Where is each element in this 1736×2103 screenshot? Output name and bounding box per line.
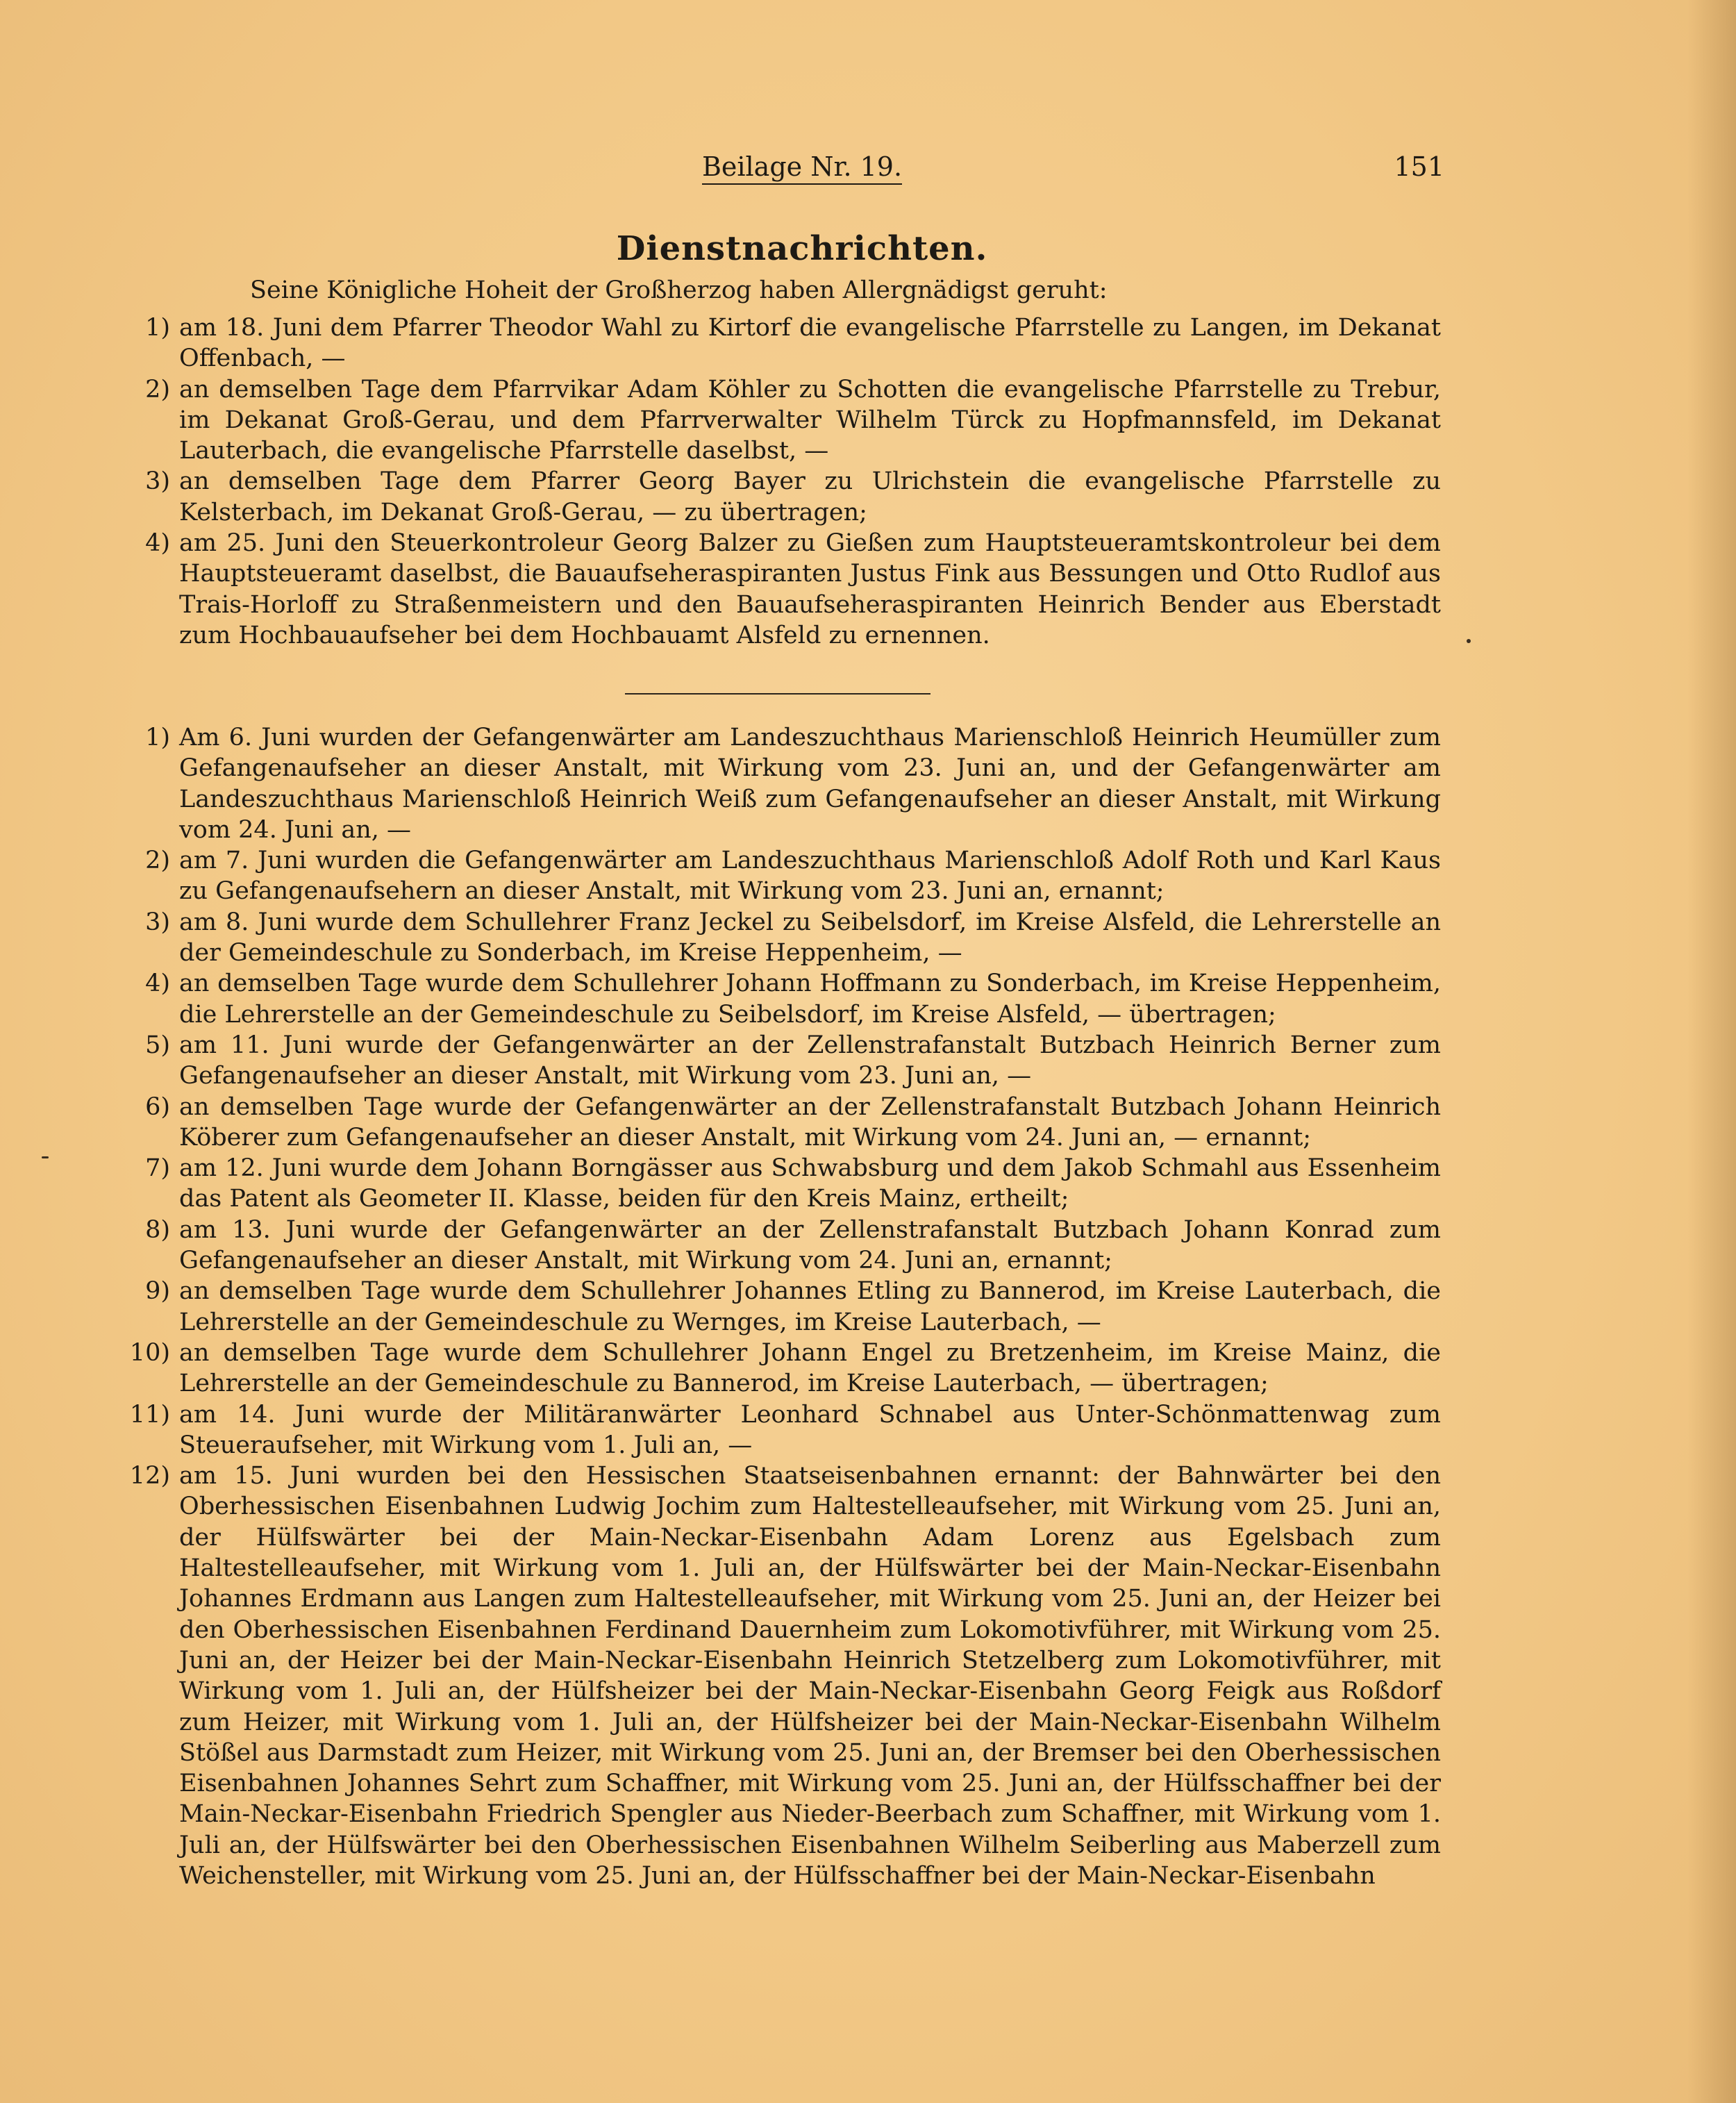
item-text: Am 6. Juni wurden der Gefangenwärter am Landeszuchthaus Marienschloß Heinrich Heumüller zum Gefangenaufseher an dieser Anstalt, mit Wirkung vom 23. Juni an, und der Gefangenwärter am Landeszuchthaus Marienschloß Heinrich Weiß zum Gefangenaufseher an dieser Anstalt, mit Wirkung vom 24. Juni an, — xyxy=(179,724,1441,844)
item-text: an demselben Tage wurde dem Schullehrer Johann Engel zu Bretzenheim, im Kreise Mainz, die Lehrerstelle an der Gemeindeschule zu Bannerod, im Kreise Lauterbach, — übertragen; xyxy=(179,1338,1441,1398)
list-item xyxy=(129,1338,1441,1399)
item-number: 9) xyxy=(145,1277,170,1306)
item-text: am 12. Juni wurde dem Johann Borngässer aus Schwabsburg und dem Jakob Schmahl aus Essenheim das Patent als Geometer II. Klasse, beiden für den Kreis Mainz, ertheilt; xyxy=(179,1154,1441,1213)
list-item xyxy=(135,1215,1441,1277)
list-item xyxy=(129,1399,1441,1461)
item-text: an demselben Tage dem Pfarrvikar Adam Köhler zu Schotten die evangelische Pfarrstelle zu Trebur, im Dekanat Groß-Gerau, und dem Pfarrverwalter Wilhelm Türck zu Hopfmannsfeld, im Dekanat Lauterbach, die evangelische Pfarrstelle daselbst, — xyxy=(179,375,1441,465)
list-item xyxy=(135,722,1441,845)
list-item xyxy=(135,313,1441,374)
item-text: am 11. Juni wurde der Gefangenwärter an der Zellenstrafanstalt Butzbach Heinrich Berner zum Gefangenaufseher an dieser Anstalt, mit Wirkung vom 23. Juni an, — xyxy=(179,1031,1441,1090)
item-text: an demselben Tage wurde dem Schullehrer Johannes Etling zu Bannerod, im Kreise Lauterbach, die Lehrerstelle an der Gemeindeschule zu Wernges, im Kreise Lauterbach, — xyxy=(179,1277,1441,1336)
supplement-label-wrap xyxy=(160,151,1444,182)
section-divider xyxy=(625,693,930,695)
page-title: Dienstnachrichten. xyxy=(616,229,988,268)
item-number: 1) xyxy=(145,314,170,342)
item-text: an demselben Tage wurde der Gefangenwärter an der Zellenstrafanstalt Butzbach Johann Heinrich Köberer zum Gefangenaufseher an dieser Anstalt, mit Wirkung vom 24. Juni an, — ernannt; xyxy=(179,1092,1441,1152)
item-number: 1) xyxy=(145,724,170,751)
list-item xyxy=(135,907,1441,969)
list-item xyxy=(135,528,1441,651)
item-number: 6) xyxy=(145,1092,170,1121)
item-text: am 15. Juni wurden bei den Hessischen Staatseisenbahnen ernannt: der Bahnwärter bei den Oberhessischen Eisenbahnen Ludwig Jochim zum Haltestelleaufseher, mit Wirkung vom 25. Juni an, der Hülfswärter bei der Main-Neckar-Eisenbahn Adam Lorenz aus Egelsbach zum Haltestelleaufseher, mit Wirkung vom 1. Juli an, der Hülfswärter bei der Main-Neckar-Eisenbahn Johannes Erdmann aus Langen zum Haltestelleaufseher, mit Wirkung vom 25. Juni an, der Heizer bei den Oberhessischen Eisenbahnen Ferdinand Dauernheim zum Lokomotivführer, mit Wirkung vom 25. Juni an, der Heizer bei der Main-Neckar-Eisenbahn Heinrich Stetzelberg zum Lokomotivführer, mit Wirkung vom 1. Juli an, der Hülfsheizer bei der Main-Neckar-Eisenbahn Georg Feigk aus Roßdorf zum Heizer, mit Wirkung vom 1. Juli an, der Hülfsheizer bei der Main-Neckar-Eisenbahn Wilhelm Stößel aus Darmstadt zum Heizer, mit Wirkung vom 25. Juni an, der Bremser bei den Oberhessischen Eisenbahnen Johannes Sehrt zum Schaffner, mit Wirkung vom 25. Juni an, der Hülfsschaffner bei der Main-Neckar-Eisenbahn Friedrich Spengler aus Nieder-Beerbach zum Schaffner, mit Wirkung vom 1. Juli an, der Hülfswärter bei den Oberhessischen Eisenbahnen Wilhelm Seiberling aus Maberzell zum Weichensteller, mit Wirkung vom 25. Juni an, der Hülfsschaffner bei der Main-Neckar-Eisenbahn xyxy=(179,1462,1441,1890)
item-number: 4) xyxy=(145,970,170,998)
ink-speck xyxy=(42,1156,49,1158)
list-item xyxy=(135,845,1441,907)
item-text: am 25. Juni den Steuerkontroleur Georg Balzer zu Gießen zum Hauptsteueramtskontroleur bei dem Hauptsteueramt daselbst, die Bauaufseheraspiranten Justus Fink aus Bessungen und Otto Rudlof aus Trais-Horloff zu Straßenmeistern und den Bauaufseheraspiranten Heinrich Bender aus Eberstadt zum Hochbauaufseher bei dem Hochbauamt Alsfeld zu ernennen. xyxy=(179,529,1441,649)
item-number: 8) xyxy=(145,1215,170,1244)
supplement-label: Beilage Nr. 19. xyxy=(702,151,902,185)
item-number: 2) xyxy=(145,375,170,404)
page-number: 151 xyxy=(1394,151,1444,182)
list-item xyxy=(135,1030,1441,1092)
item-text: an demselben Tage dem Pfarrer Georg Bayer zu Ulrichstein die evangelische Pfarrstelle zu Kelsterbach, im Dekanat Groß-Gerau, — zu übertragen; xyxy=(179,467,1441,526)
list-item xyxy=(135,968,1441,1030)
item-text: am 8. Juni wurde dem Schullehrer Franz Jeckel zu Seibelsdorf, im Kreise Alsfeld, die Lehrerstelle an der Gemeindeschule zu Sonderbach, im Kreise Heppenheim, — xyxy=(179,908,1441,967)
item-text: am 13. Juni wurde der Gefangenwärter an der Zellenstrafanstalt Butzbach Johann Konrad zum Gefangenaufseher an dieser Anstalt, mit Wirkung vom 24. Juni an, ernannt; xyxy=(179,1215,1441,1275)
item-number: 2) xyxy=(145,847,170,875)
list-item xyxy=(135,1092,1441,1154)
item-number: 5) xyxy=(145,1031,170,1059)
page-header xyxy=(160,151,1444,193)
list-item xyxy=(135,374,1441,467)
item-number: 11) xyxy=(129,1400,170,1429)
item-number: 7) xyxy=(145,1154,170,1183)
item-text: am 14. Juni wurde der Militäranwärter Leonhard Schnabel aus Unter-Schönmattenwag zum Steueraufseher, mit Wirkung vom 1. Juli an, — xyxy=(179,1400,1441,1459)
item-text: am 18. Juni dem Pfarrer Theodor Wahl zu Kirtorf die evangelische Pfarrstelle zu Langen, im Dekanat Offenbach, — xyxy=(179,314,1441,373)
item-text: am 7. Juni wurden die Gefangenwärter am Landeszuchthaus Marienschloß Adolf Roth und Karl Kaus zu Gefangenaufsehern an dieser Anstalt, mit Wirkung vom 23. Juni an, ernannt; xyxy=(179,847,1441,906)
section-service-notices xyxy=(129,722,1441,1891)
item-text: an demselben Tage wurde dem Schullehrer Johann Hoffmann zu Sonderbach, im Kreise Heppenheim, die Lehrerstelle an der Gemeindeschule zu Seibelsdorf, im Kreise Alsfeld, — übertragen; xyxy=(179,970,1441,1029)
section-appointments xyxy=(135,313,1441,651)
list-item xyxy=(129,1461,1441,1891)
item-number: 3) xyxy=(145,908,170,936)
page-edge-shadow xyxy=(1687,0,1736,2103)
ink-speck xyxy=(1467,639,1471,643)
item-number: 4) xyxy=(145,529,170,558)
list-item xyxy=(135,466,1441,528)
item-number: 12) xyxy=(129,1462,170,1490)
list-item xyxy=(135,1276,1441,1338)
item-number: 10) xyxy=(129,1338,170,1367)
item-number: 3) xyxy=(145,467,170,496)
list-item xyxy=(135,1153,1441,1215)
intro-text: Seine Königliche Hoheit der Großherzog haben Allergnädigst geruht: xyxy=(250,276,1108,304)
